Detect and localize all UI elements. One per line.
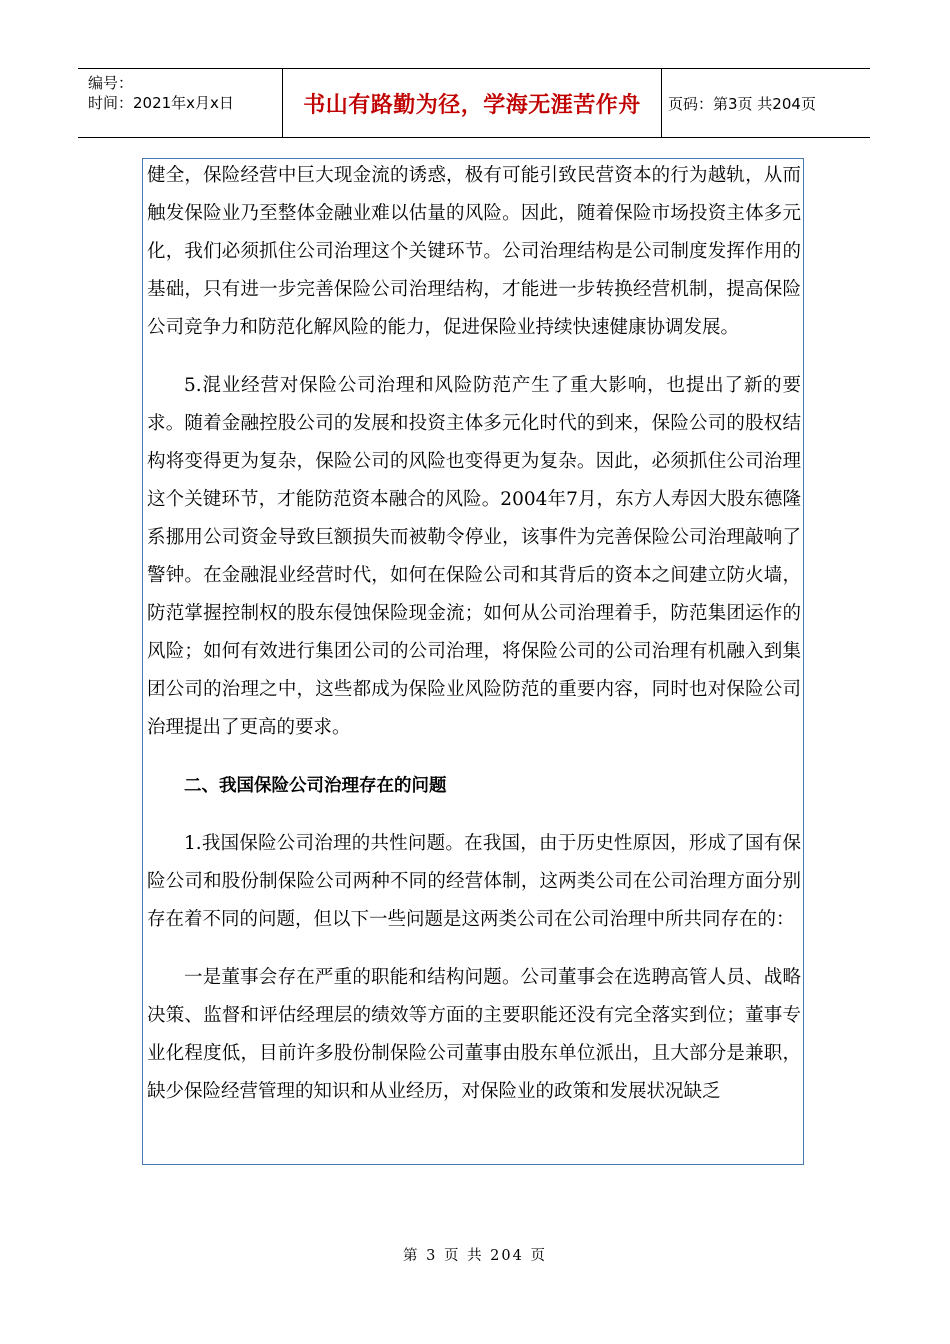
header-page-cell <box>662 69 870 137</box>
header-motto: 书山有路勤为径，学海无涯苦作舟 <box>303 92 641 118</box>
body-text <box>147 158 801 1111</box>
document-code-label: 编号： <box>88 74 134 92</box>
page-header <box>78 68 870 138</box>
header-motto-cell <box>282 69 662 137</box>
paragraph-point-5: 5.混业经营对保险公司治理和风险防范产生了重大影响，也提出了新的要求。随着金融控股公司的发展和投资主体多元化时代的到来，保险公司的股权结构将变得更为复杂，保险公司的风险也变得更为复杂。因此，必须抓住公司治理这个关键环节，才能防范资本融合的风险。2004年7月，东方人寿因大股东德隆系挪用公司资金导致巨额损失而被勒令停业，该事件为完善保险公司治理敲响了警钟。在金融混业经营时代，如何在保险公司和其背后的资本之间建立防火墙，防范掌握控制权的股东侵蚀保险现金流；如何从公司治理着手，防范集团运作的风险；如何有效进行集团公司的公司治理，将保险公司的公司治理有机融入到集团公司的治理之中，这些都成为保险业风险防范的重要内容，同时也对保险公司治理提出了更高的要求。 <box>147 375 801 738</box>
paragraph-point-1: 1.我国保险公司治理的共性问题。在我国，由于历史性原因，形成了国有保险公司和股份制保险公司两种不同的经营体制，这两类公司在公司治理方面分别存在着不同的问题，但以下一些问题是这两类公司在公司治理中所共同存在的： <box>147 833 801 930</box>
page-footer: 第 3 页 共 204 页 <box>403 1248 547 1264</box>
section-heading: 二、我国保险公司治理存在的问题 <box>184 776 447 796</box>
paragraph-gap <box>147 939 801 959</box>
paragraph-gap <box>147 805 801 825</box>
header-page-info: 页码：第3页 共204页 <box>668 94 816 113</box>
document-date-label: 时间：2021年x月x日 <box>88 94 234 112</box>
content-frame <box>142 158 804 1165</box>
paragraph-gap <box>147 747 801 767</box>
paragraph-gap <box>147 347 801 367</box>
header-meta <box>78 69 282 137</box>
paragraph-board-issues: 一是董事会存在严重的职能和结构问题。公司董事会在选聘高管人员、战略决策、监督和评估经理层的绩效等方面的主要职能还没有完全落实到位；董事专业化程度低，目前许多股份制保险公司董事由股东单位派出，且大部分是兼职，缺少保险经营管理的知识和从业经历，对保险业的政策和发展状况缺乏 <box>147 967 801 1102</box>
paragraph-continuation: 健全，保险经营中巨大现金流的诱惑，极有可能引致民营资本的行为越轨，从而触发保险业乃至整体金融业难以估量的风险。因此，随着保险市场投资主体多元化，我们必须抓住公司治理这个关键环节。公司治理结构是公司制度发挥作用的基础，只有进一步完善保险公司治理结构，才能进一步转换经营机制，提高保险公司竞争力和防范化解风险的能力，促进保险业持续快速健康协调发展。 <box>147 165 801 338</box>
